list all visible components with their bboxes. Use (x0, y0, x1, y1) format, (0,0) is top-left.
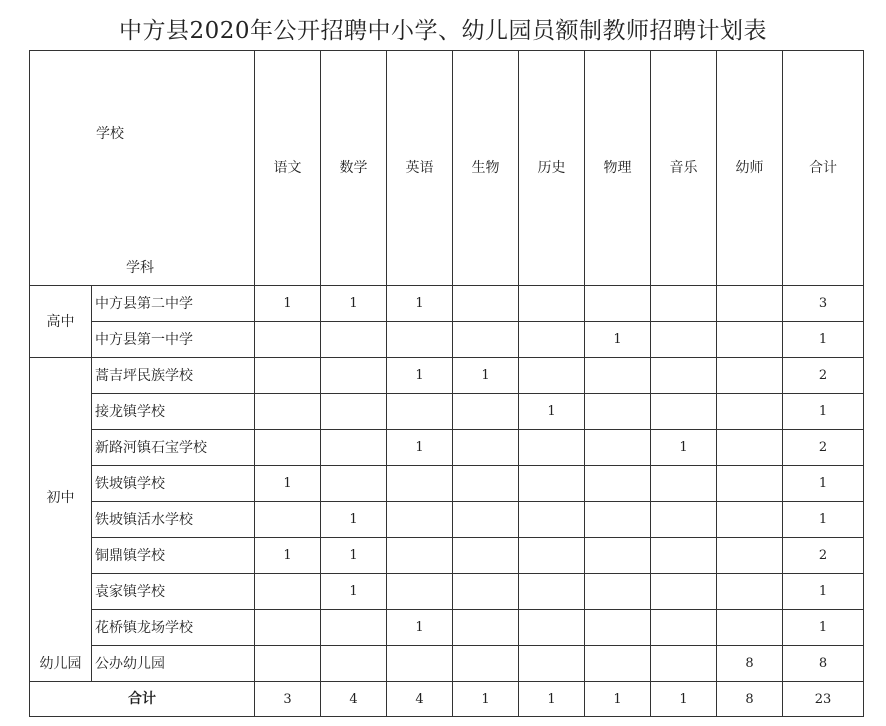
cell-music (651, 574, 717, 610)
total-biology: 1 (453, 682, 519, 717)
cell-music (651, 610, 717, 646)
cell-physics (585, 394, 651, 430)
cell-total: 1 (783, 502, 864, 538)
cell-math: 1 (321, 502, 387, 538)
cell-preschool (717, 538, 783, 574)
cell-chinese (255, 430, 321, 466)
cell-physics (585, 430, 651, 466)
table-row (30, 502, 864, 538)
cell-preschool (717, 322, 783, 358)
school-name: 中方县第一中学 (92, 322, 255, 358)
cell-physics (585, 574, 651, 610)
level-middle-kindergarten (30, 358, 92, 682)
table-row (30, 466, 864, 502)
cell-music (651, 394, 717, 430)
header-physics: 物理 (585, 51, 651, 286)
cell-total: 8 (783, 646, 864, 682)
total-history: 1 (519, 682, 585, 717)
cell-english: 1 (387, 430, 453, 466)
cell-biology (453, 646, 519, 682)
school-name: 铁坡镇学校 (92, 466, 255, 502)
cell-total: 3 (783, 286, 864, 322)
cell-total: 1 (783, 466, 864, 502)
cell-english (387, 646, 453, 682)
table-row (30, 646, 864, 682)
cell-biology: 1 (453, 358, 519, 394)
cell-english: 1 (387, 358, 453, 394)
cell-biology (453, 322, 519, 358)
cell-physics: 1 (585, 322, 651, 358)
level-kindergarten: 幼儿园 (39, 656, 82, 672)
cell-total: 2 (783, 538, 864, 574)
table-row (30, 538, 864, 574)
cell-math (321, 430, 387, 466)
cell-math: 1 (321, 538, 387, 574)
cell-history (519, 574, 585, 610)
total-music: 1 (651, 682, 717, 717)
cell-total: 1 (783, 610, 864, 646)
cell-total: 1 (783, 394, 864, 430)
school-name: 蒿吉坪民族学校 (92, 358, 255, 394)
school-name: 铁坡镇活水学校 (92, 502, 255, 538)
cell-english: 1 (387, 286, 453, 322)
cell-math: 1 (321, 574, 387, 610)
school-name: 新路河镇石宝学校 (92, 430, 255, 466)
cell-music: 1 (651, 430, 717, 466)
cell-history (519, 286, 585, 322)
school-name: 铜鼎镇学校 (92, 538, 255, 574)
total-chinese: 3 (255, 682, 321, 717)
cell-math (321, 358, 387, 394)
corner-header (30, 51, 255, 286)
cell-english (387, 538, 453, 574)
table-row (30, 322, 864, 358)
cell-music (651, 358, 717, 394)
cell-music (651, 466, 717, 502)
cell-math: 1 (321, 286, 387, 322)
cell-preschool (717, 574, 783, 610)
cell-preschool (717, 502, 783, 538)
cell-history (519, 430, 585, 466)
cell-preschool (717, 286, 783, 322)
cell-physics (585, 358, 651, 394)
header-math: 数学 (321, 51, 387, 286)
cell-chinese: 1 (255, 466, 321, 502)
cell-english: 1 (387, 610, 453, 646)
cell-physics (585, 502, 651, 538)
cell-biology (453, 574, 519, 610)
cell-english (387, 322, 453, 358)
header-chinese: 语文 (255, 51, 321, 286)
cell-chinese (255, 394, 321, 430)
cell-chinese (255, 574, 321, 610)
total-physics: 1 (585, 682, 651, 717)
total-english: 4 (387, 682, 453, 717)
cell-preschool: 8 (717, 646, 783, 682)
cell-preschool (717, 394, 783, 430)
cell-total: 2 (783, 358, 864, 394)
cell-history (519, 610, 585, 646)
page-title: 中方县2020年公开招聘中小学、幼儿园员额制教师招聘计划表 (118, 18, 768, 44)
school-axis-label: 学校 (96, 126, 124, 142)
cell-physics (585, 466, 651, 502)
cell-total: 2 (783, 430, 864, 466)
table-row (30, 430, 864, 466)
cell-biology (453, 466, 519, 502)
table-row (30, 394, 864, 430)
cell-physics (585, 538, 651, 574)
total-total: 23 (783, 682, 864, 717)
table-row (30, 574, 864, 610)
cell-preschool (717, 466, 783, 502)
table-row (30, 286, 864, 322)
header-preschool: 幼师 (717, 51, 783, 286)
cell-chinese (255, 610, 321, 646)
total-preschool: 8 (717, 682, 783, 717)
cell-total: 1 (783, 574, 864, 610)
cell-math (321, 322, 387, 358)
cell-math (321, 646, 387, 682)
cell-physics (585, 610, 651, 646)
recruitment-table (29, 50, 864, 717)
cell-history: 1 (519, 394, 585, 430)
cell-biology (453, 286, 519, 322)
level-high-school: 高中 (30, 286, 92, 358)
cell-preschool (717, 610, 783, 646)
cell-biology (453, 538, 519, 574)
cell-music (651, 646, 717, 682)
cell-english (387, 466, 453, 502)
header-biology: 生物 (453, 51, 519, 286)
cell-chinese (255, 322, 321, 358)
cell-history (519, 538, 585, 574)
cell-preschool (717, 430, 783, 466)
cell-biology (453, 430, 519, 466)
cell-total: 1 (783, 322, 864, 358)
cell-english (387, 394, 453, 430)
cell-music (651, 322, 717, 358)
level-middle-school: 初中 (46, 490, 75, 506)
cell-history (519, 502, 585, 538)
cell-music (651, 538, 717, 574)
cell-biology (453, 502, 519, 538)
header-english: 英语 (387, 51, 453, 286)
cell-biology (453, 394, 519, 430)
table-row (30, 358, 864, 394)
cell-history (519, 358, 585, 394)
cell-english (387, 502, 453, 538)
school-name: 接龙镇学校 (92, 394, 255, 430)
school-name: 花桥镇龙场学校 (92, 610, 255, 646)
header-total: 合计 (783, 51, 864, 286)
header-row (30, 51, 864, 286)
cell-chinese (255, 646, 321, 682)
cell-physics (585, 646, 651, 682)
cell-history (519, 322, 585, 358)
school-name: 中方县第二中学 (92, 286, 255, 322)
cell-chinese (255, 502, 321, 538)
cell-chinese: 1 (255, 538, 321, 574)
cell-music (651, 286, 717, 322)
total-label: 合计 (30, 682, 255, 717)
cell-physics (585, 286, 651, 322)
cell-math (321, 610, 387, 646)
table-row (30, 610, 864, 646)
cell-math (321, 466, 387, 502)
school-name: 公办幼儿园 (92, 646, 255, 682)
cell-preschool (717, 358, 783, 394)
cell-biology (453, 610, 519, 646)
school-name: 袁家镇学校 (92, 574, 255, 610)
total-row (30, 682, 864, 717)
header-music: 音乐 (651, 51, 717, 286)
cell-history (519, 646, 585, 682)
cell-math (321, 394, 387, 430)
header-history: 历史 (519, 51, 585, 286)
cell-english (387, 574, 453, 610)
total-math: 4 (321, 682, 387, 717)
cell-history (519, 466, 585, 502)
cell-music (651, 502, 717, 538)
subject-axis-label: 学科 (126, 260, 154, 276)
cell-chinese: 1 (255, 286, 321, 322)
cell-chinese (255, 358, 321, 394)
